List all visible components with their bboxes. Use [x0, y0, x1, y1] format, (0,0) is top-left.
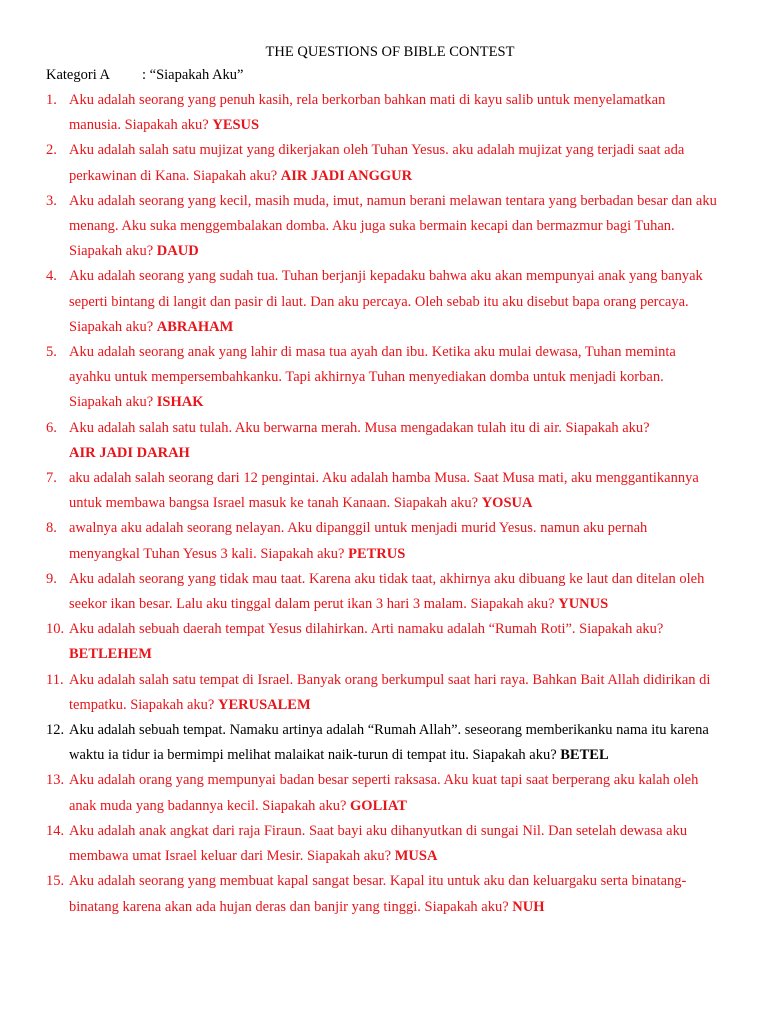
question-answer: ABRAHAM: [156, 318, 234, 335]
question-answer: AIR JADI DARAH: [69, 444, 190, 461]
category-line: [46, 64, 718, 86]
question-text: Aku adalah seorang yang membuat kapal sangat besar. Kapal itu untuk aku dan keluargaku serta binatang-binatang karena akan ada hujan deras dan banjir yang tinggi. Siapakah aku?: [69, 873, 687, 915]
question-item: [46, 340, 718, 416]
question-item: [46, 768, 718, 818]
question-list: [46, 88, 718, 920]
question-item: [46, 416, 718, 466]
question-text: Aku adalah salah satu tulah. Aku berwarna merah. Musa mengadakan tulah itu di air. Siapakah aku?: [69, 419, 650, 436]
question-number: 7.: [46, 470, 57, 487]
question-item: [46, 718, 718, 768]
question-number: 3.: [46, 192, 57, 209]
category-label: Kategori A: [46, 67, 111, 83]
question-number: 6.: [46, 419, 57, 436]
question-item: [46, 819, 718, 869]
question-number: 10.: [46, 621, 65, 638]
question-item: [46, 138, 718, 188]
question-answer: AIR JADI ANGGUR: [280, 167, 413, 184]
question-answer: MUSA: [394, 848, 438, 865]
question-answer: GOLIAT: [350, 797, 407, 814]
question-item: [46, 516, 718, 566]
question-item: [46, 88, 718, 138]
question-text: Aku adalah salah satu tempat di Israel. Banyak orang berkumpul saat hari raya. Bahkan Bait Allah didirikan di tempatku. Siapakah aku?: [69, 671, 711, 713]
question-answer: PETRUS: [348, 545, 406, 562]
question-text: Aku adalah seorang yang penuh kasih, rela berkorban bahkan mati di kayu salib untuk menyelamatkan manusia. Siapakah aku?: [69, 92, 666, 134]
question-text: Aku adalah seorang anak yang lahir di masa tua ayah dan ibu. Ketika aku mulai dewasa, Tuhan meminta ayahku untuk mempersembahkanku. Tapi akhirnya Tuhan menyediakan domba untuk menjadi korban. Siapakah aku?: [69, 344, 676, 411]
question-answer: NUH: [512, 898, 545, 915]
question-answer: ISHAK: [156, 394, 204, 411]
question-number: 1.: [46, 92, 57, 108]
question-number: 9.: [46, 570, 57, 587]
question-text: Aku adalah sebuah daerah tempat Yesus dilahirkan. Arti namaku adalah “Rumah Roti”. Siapakah aku?: [69, 621, 664, 638]
document-title: THE QUESTIONS OF BIBLE CONTEST: [265, 44, 515, 60]
question-text: awalnya aku adalah seorang nelayan. Aku dipanggil untuk menjadi murid Yesus. namun aku pernah menyangkal Tuhan Yesus 3 kali. Siapakah aku?: [69, 520, 648, 562]
question-text: aku adalah salah seorang dari 12 pengintai. Aku adalah hamba Musa. Saat Musa mati, aku menggantikannya untuk membawa bangsa Israel masuk ke tanah Kanaan. Siapakah aku?: [69, 470, 699, 512]
question-text: Aku adalah seorang yang sudah tua. Tuhan berjanji kepadaku bahwa aku akan mempunyai anak yang banyak seperti bintang di langit dan pasir di laut. Dan aku percaya. Oleh sebab itu aku disebut bapa orang percaya. Siapakah aku?: [69, 268, 703, 335]
question-item: [46, 668, 718, 718]
question-text: Aku adalah orang yang mempunyai badan besar seperti raksasa. Aku kuat tapi saat berperang aku kalah oleh anak muda yang badannya kecil. Siapakah aku?: [69, 772, 699, 814]
question-answer: YERUSALEM: [217, 696, 311, 713]
question-item: [46, 466, 718, 516]
question-answer: BETEL: [560, 747, 609, 764]
question-number: 4.: [46, 268, 57, 285]
question-text: Aku adalah anak angkat dari raja Firaun. Saat bayi aku dihanyutkan di sungai Nil. Dan setelah dewasa aku membawa umat Israel keluar dari Mesir. Siapakah aku?: [69, 822, 688, 865]
question-item: [46, 869, 718, 919]
question-number: 2.: [46, 142, 57, 159]
question-item: [46, 264, 718, 340]
question-number: 11.: [46, 671, 64, 688]
question-number: 8.: [46, 520, 57, 537]
question-number: 12.: [46, 722, 65, 739]
question-text: Aku adalah seorang yang tidak mau taat. Karena aku tidak taat, akhirnya aku dibuang ke laut dan ditelan oleh seekor ikan besar. Lalu aku tinggal dalam perut ikan 3 hari 3 malam. Siapakah aku?: [69, 570, 705, 613]
question-item: [46, 617, 718, 667]
question-answer: YUNUS: [558, 596, 609, 613]
question-number: 13.: [46, 772, 65, 789]
question-text: Aku adalah salah satu mujizat yang dikerjakan oleh Tuhan Yesus. aku adalah mujizat yang terjadi saat ada perkawinan di Kana. Siapakah aku?: [69, 142, 685, 184]
question-answer: DAUD: [156, 243, 199, 260]
question-item: [46, 189, 718, 265]
question-number: 15.: [46, 873, 65, 890]
question-answer: BETLEHEM: [69, 646, 152, 663]
question-number: 14.: [46, 822, 65, 839]
question-number: 5.: [46, 344, 57, 361]
question-text: Aku adalah sebuah tempat. Namaku artinya adalah “Rumah Allah”. seseorang memberikanku nama itu karena waktu ia tidur ia bermimpi melihat malaikat naik-turun di tempat itu. Siapakah aku?: [69, 722, 709, 764]
question-item: [46, 567, 718, 617]
question-answer: YESUS: [212, 117, 260, 134]
question-answer: YOSUA: [481, 495, 533, 512]
category-value: : “Siapakah Aku”: [142, 67, 244, 83]
question-text: Aku adalah seorang yang kecil, masih muda, imut, namun berani melawan tentara yang berbadan besar dan aku menang. Aku suka menggembalakan domba. Aku juga suka bermain kecapi dan bermazmur bagi Tuhan. Siapakah aku?: [69, 192, 717, 260]
